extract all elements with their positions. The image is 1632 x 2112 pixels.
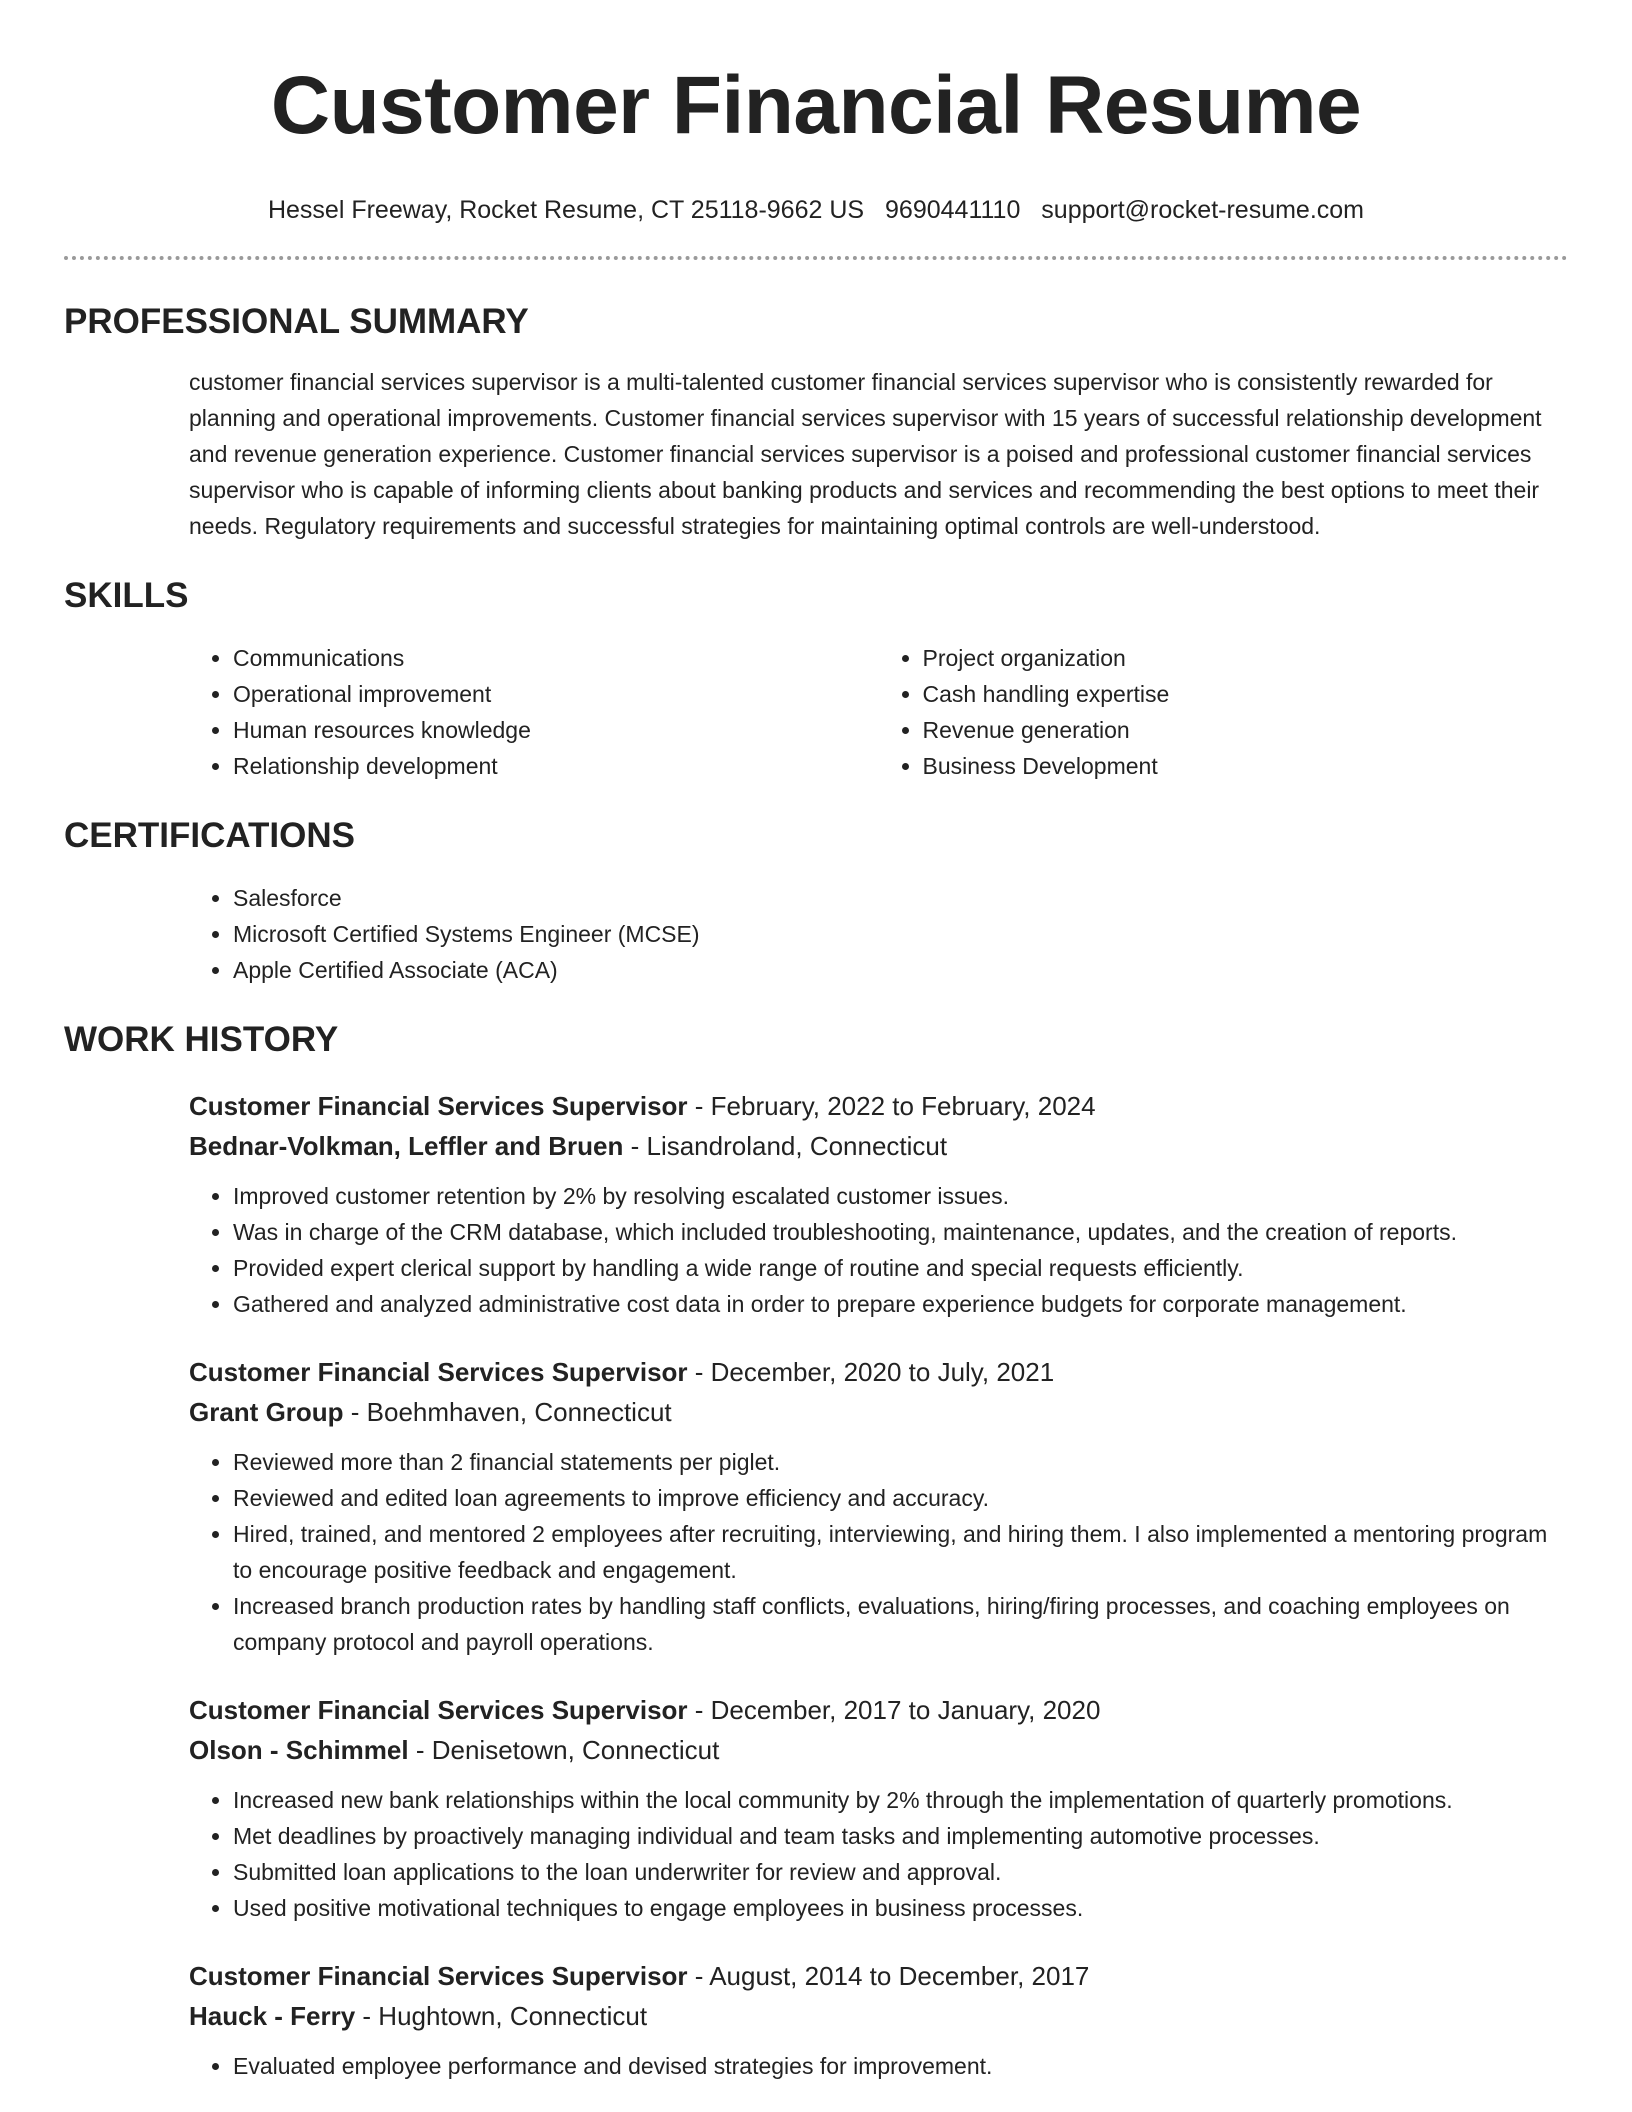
job-location: - Hughtown, Connecticut bbox=[355, 2001, 648, 2031]
contact-phone: 9690441110 bbox=[885, 196, 1021, 224]
skill-item: • Communications bbox=[233, 640, 879, 676]
certification-item: • Apple Certified Associate (ACA) bbox=[233, 952, 1568, 988]
job-company: Bednar-Volkman, Leffler and Bruen bbox=[189, 1131, 624, 1161]
job-entry bbox=[189, 1690, 1568, 1926]
skills-heading: SKILLS bbox=[64, 576, 189, 615]
certifications-list-wrap bbox=[189, 880, 1568, 988]
contact-line bbox=[64, 194, 1568, 226]
certification-item: • Salesforce bbox=[233, 880, 1568, 916]
job-title: Customer Financial Services Supervisor bbox=[189, 1695, 688, 1725]
certifications-section bbox=[64, 814, 1568, 988]
job-company: Olson - Schimmel bbox=[189, 1735, 409, 1765]
job-title: Customer Financial Services Supervisor bbox=[189, 1357, 688, 1387]
job-location: - Boehmhaven, Connecticut bbox=[343, 1397, 672, 1427]
job-company-line bbox=[189, 1392, 1568, 1432]
job-bullet: • Met deadlines by proactively managing individual and team tasks and implementing automotive processes. bbox=[233, 1818, 1568, 1854]
job-title: Customer Financial Services Supervisor bbox=[189, 1091, 688, 1121]
skills-left-list bbox=[189, 640, 879, 784]
skill-item: • Cash handling expertise bbox=[923, 676, 1569, 712]
job-dates: - December, 2017 to January, 2020 bbox=[687, 1695, 1101, 1725]
work-history-heading: WORK HISTORY bbox=[64, 1020, 339, 1059]
certification-item: • Microsoft Certified Systems Engineer (MCSE) bbox=[233, 916, 1568, 952]
skill-item: • Operational improvement bbox=[233, 676, 879, 712]
skill-item: • Project organization bbox=[923, 640, 1569, 676]
job-bullet: • Evaluated employee performance and devised strategies for improvement. bbox=[233, 2048, 1568, 2084]
job-bullet: • Submitted loan applications to the loan underwriter for review and approval. bbox=[233, 1854, 1568, 1890]
job-title: Customer Financial Services Supervisor bbox=[189, 1961, 688, 1991]
job-title-line bbox=[189, 1956, 1568, 1996]
job-bullet: • Improved customer retention by 2% by resolving escalated customer issues. bbox=[233, 1178, 1568, 1214]
skill-item: • Revenue generation bbox=[923, 712, 1569, 748]
job-dates: - February, 2022 to February, 2024 bbox=[687, 1091, 1096, 1121]
contact-address: Hessel Freeway, Rocket Resume, CT 25118-9662 US bbox=[267, 196, 865, 224]
skill-item: • Business Development bbox=[923, 748, 1569, 784]
job-company: Grant Group bbox=[189, 1397, 344, 1427]
job-bullet: • Increased new bank relationships within the local community by 2% through the implementation of quarterly promotions. bbox=[233, 1782, 1568, 1818]
job-bullet: • Hired, trained, and mentored 2 employees after recruiting, interviewing, and hiring them. I also implemented a mentoring program to encourage positive feedback and engagement. bbox=[233, 1516, 1568, 1588]
job-bullet: • Was in charge of the CRM database, which included troubleshooting, maintenance, updates, and the creation of reports. bbox=[233, 1214, 1568, 1250]
skill-item: • Human resources knowledge bbox=[233, 712, 879, 748]
job-title-line bbox=[189, 1690, 1568, 1730]
job-bullet: • Increased branch production rates by handling staff conflicts, evaluations, hiring/firing processes, and coaching employees on company protocol and payroll operations. bbox=[233, 1588, 1568, 1660]
certifications-list bbox=[189, 880, 1568, 988]
job-company-line bbox=[189, 1126, 1568, 1166]
job-bullet: • Used positive motivational techniques to engage employees in business processes. bbox=[233, 1890, 1568, 1926]
job-company: Hauck - Ferry bbox=[189, 2001, 356, 2031]
job-bullets bbox=[189, 2048, 1568, 2084]
header-divider bbox=[64, 256, 1568, 260]
work-history-section bbox=[64, 1018, 1568, 2084]
job-title-line bbox=[189, 1352, 1568, 1392]
job-title-line bbox=[189, 1086, 1568, 1126]
job-bullets bbox=[189, 1178, 1568, 1322]
job-entry bbox=[189, 1352, 1568, 1660]
job-entry bbox=[189, 1086, 1568, 1322]
job-bullets bbox=[189, 1444, 1568, 1660]
job-dates: - December, 2020 to July, 2021 bbox=[687, 1357, 1055, 1387]
job-bullet: • Reviewed and edited loan agreements to improve efficiency and accuracy. bbox=[233, 1480, 1568, 1516]
summary-heading: PROFESSIONAL SUMMARY bbox=[64, 302, 529, 341]
job-company-line bbox=[189, 1996, 1568, 2036]
contact-email: support@rocket-resume.com bbox=[1041, 196, 1365, 224]
job-bullet: • Reviewed more than 2 financial statements per piglet. bbox=[233, 1444, 1568, 1480]
job-bullets bbox=[189, 1782, 1568, 1926]
job-bullet: • Provided expert clerical support by handling a wide range of routine and special requests efficiently. bbox=[233, 1250, 1568, 1286]
job-location: - Denisetown, Connecticut bbox=[408, 1735, 720, 1765]
certifications-heading: CERTIFICATIONS bbox=[64, 816, 356, 855]
skill-item: • Relationship development bbox=[233, 748, 879, 784]
job-company-line bbox=[189, 1730, 1568, 1770]
job-bullet: • Gathered and analyzed administrative cost data in order to prepare experience budgets for corporate management. bbox=[233, 1286, 1568, 1322]
skills-right-list bbox=[879, 640, 1569, 784]
skills-section bbox=[64, 574, 1568, 784]
summary-text: customer financial services supervisor is a multi-talented customer financial services supervisor who is consistently rewarded for planning and operational improvements. Customer financial services supervisor with 15 years of successful relationship development and revenue generation experience. Customer financial services supervisor is a poised and professional customer financial services supervisor who is capable of informing clients about banking products and services and recommending the best options to meet their needs. Regulatory requirements and successful strategies for maintaining optimal controls are well-understood. bbox=[189, 369, 1542, 539]
summary-section bbox=[64, 300, 1568, 544]
skills-columns bbox=[189, 640, 1568, 784]
job-entry bbox=[189, 1956, 1568, 2084]
job-dates: - August, 2014 to December, 2017 bbox=[687, 1961, 1090, 1991]
job-location: - Lisandroland, Connecticut bbox=[623, 1131, 948, 1161]
resume-title: Customer Financial Resume bbox=[270, 60, 1362, 151]
